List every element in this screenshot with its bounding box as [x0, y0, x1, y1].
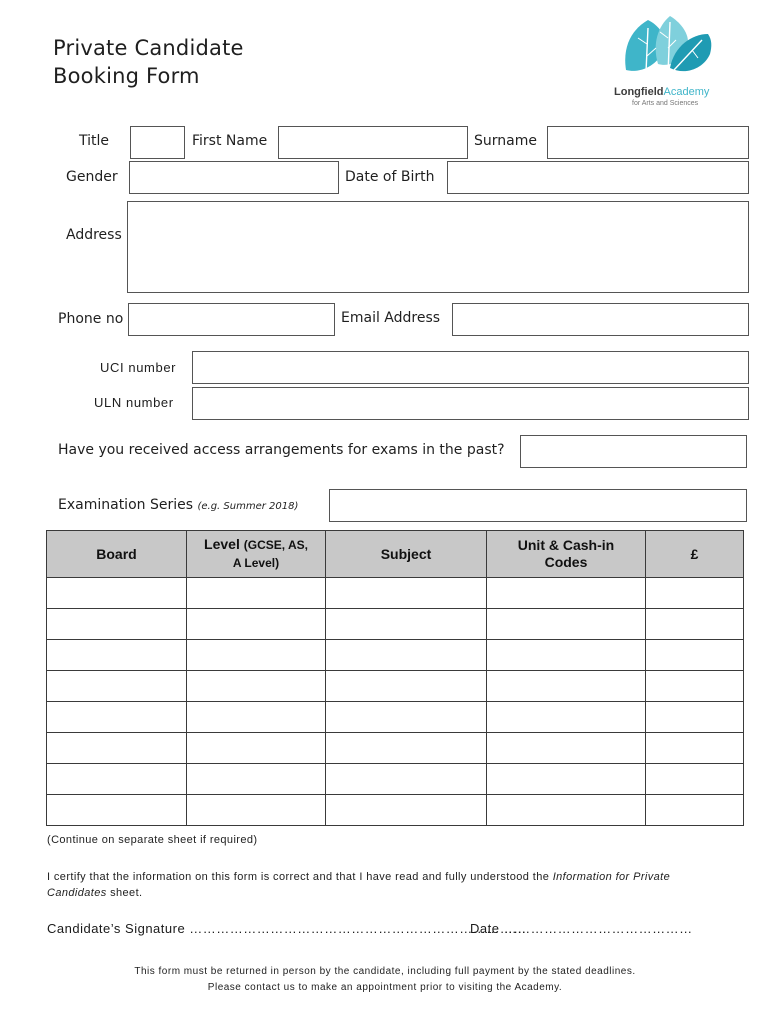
table-row — [47, 640, 744, 671]
col-unit-line-2: Codes — [544, 554, 588, 570]
certify-text-after: sheet. — [106, 887, 143, 899]
address-field[interactable] — [127, 201, 749, 293]
cell-subject[interactable] — [326, 578, 487, 609]
dob-label: Date of Birth — [345, 169, 435, 185]
cell-unit-codes[interactable] — [487, 578, 646, 609]
phone-field[interactable] — [128, 303, 335, 336]
table-header-row — [47, 531, 744, 578]
cell-subject[interactable] — [326, 671, 487, 702]
title-label: Title — [79, 133, 110, 149]
title-field[interactable] — [130, 126, 185, 159]
col-level-title: Level — [204, 536, 240, 552]
cell-board[interactable] — [47, 764, 187, 795]
col-unit-codes — [487, 531, 646, 578]
certify-text-before: I certify that the information on this form is correct and that I have read and fully understood the — [47, 871, 553, 883]
cell-subject[interactable] — [326, 795, 487, 826]
phone-label: Phone no — [58, 311, 124, 327]
table-row — [47, 764, 744, 795]
logo-name-accent: Academy — [663, 86, 710, 98]
table-row — [47, 795, 744, 826]
date-of-birth-field[interactable] — [447, 161, 749, 194]
continue-note: (Continue on separate sheet if required) — [47, 834, 258, 846]
cell-subject[interactable] — [326, 702, 487, 733]
signature-line[interactable]: Candidate’s Signature ………………………………………………………………… — [47, 921, 527, 936]
logo-subtitle: for Arts and Sciences — [632, 100, 699, 107]
exam-series-label — [58, 497, 298, 513]
col-unit-line-1: Unit & Cash-in — [517, 537, 615, 553]
cell-board[interactable] — [47, 671, 187, 702]
leaf-logo-icon — [612, 14, 730, 90]
table-row — [47, 609, 744, 640]
col-board: Board — [47, 531, 187, 578]
table-row — [47, 733, 744, 764]
page-title — [53, 34, 244, 90]
academy-logo — [612, 14, 730, 110]
uci-number-field[interactable] — [192, 351, 749, 384]
title-line-2: Booking Form — [53, 64, 200, 88]
cell-board[interactable] — [47, 640, 187, 671]
email-field[interactable] — [452, 303, 749, 336]
access-arrangements-question: Have you received access arrangements for exams in the past? — [58, 442, 505, 458]
cell-subject[interactable] — [326, 733, 487, 764]
cell-level[interactable] — [187, 609, 326, 640]
cell-price[interactable] — [646, 609, 744, 640]
cell-price[interactable] — [646, 733, 744, 764]
cell-board[interactable] — [47, 733, 187, 764]
cell-unit-codes[interactable] — [487, 764, 646, 795]
col-subject: Subject — [326, 531, 487, 578]
gender-label: Gender — [66, 169, 118, 185]
cell-price[interactable] — [646, 764, 744, 795]
cell-price[interactable] — [646, 702, 744, 733]
exam-series-field[interactable] — [329, 489, 747, 522]
surname-label: Surname — [474, 133, 537, 149]
certify-doc-name-2: Candidates — [47, 887, 107, 899]
cell-board[interactable] — [47, 609, 187, 640]
cell-level[interactable] — [187, 795, 326, 826]
cell-unit-codes[interactable] — [487, 609, 646, 640]
cell-board[interactable] — [47, 795, 187, 826]
footer-line-1: This form must be returned in person by the candidate, including full payment by the stated deadlines. — [134, 966, 636, 977]
cell-price[interactable] — [646, 671, 744, 702]
first-name-label: First Name — [192, 133, 268, 149]
first-name-field[interactable] — [278, 126, 468, 159]
email-label: Email Address — [341, 310, 441, 326]
cell-level[interactable] — [187, 671, 326, 702]
table-row — [47, 671, 744, 702]
address-label: Address — [66, 227, 122, 243]
cell-subject[interactable] — [326, 609, 487, 640]
logo-wordmark — [614, 86, 709, 98]
logo-name-bold: Longfield — [614, 86, 664, 98]
uln-number-field[interactable] — [192, 387, 749, 420]
cell-board[interactable] — [47, 702, 187, 733]
cell-subject[interactable] — [326, 764, 487, 795]
certification-statement — [47, 869, 697, 901]
cell-unit-codes[interactable] — [487, 702, 646, 733]
cell-level[interactable] — [187, 640, 326, 671]
cell-board[interactable] — [47, 578, 187, 609]
table-row — [47, 578, 744, 609]
cell-level[interactable] — [187, 702, 326, 733]
entries-table — [46, 530, 744, 826]
cell-level[interactable] — [187, 733, 326, 764]
cell-unit-codes[interactable] — [487, 795, 646, 826]
col-level — [187, 531, 326, 578]
cell-unit-codes[interactable] — [487, 640, 646, 671]
footer-line-2: Please contact us to make an appointment prior to visiting the Academy. — [207, 982, 563, 993]
surname-field[interactable] — [547, 126, 749, 159]
access-arrangements-field[interactable] — [520, 435, 747, 468]
cell-price[interactable] — [646, 640, 744, 671]
col-level-detail: (GCSE, AS, — [243, 538, 308, 552]
uln-label: ULN number — [94, 395, 174, 410]
cell-unit-codes[interactable] — [487, 733, 646, 764]
cell-price[interactable] — [646, 795, 744, 826]
exam-series-hint: (e.g. Summer 2018) — [197, 501, 299, 512]
cell-price[interactable] — [646, 578, 744, 609]
certify-doc-name-1: Information for Private — [552, 871, 671, 883]
title-line-1: Private Candidate — [53, 36, 244, 60]
exam-series-text: Examination Series — [58, 497, 194, 513]
cell-subject[interactable] — [326, 640, 487, 671]
table-row — [47, 702, 744, 733]
cell-level[interactable] — [187, 764, 326, 795]
uci-label: UCI number — [100, 360, 177, 375]
col-level-detail-2: A Level) — [232, 556, 280, 570]
cell-level[interactable] — [187, 578, 326, 609]
entries-body — [47, 578, 744, 826]
col-price: £ — [646, 531, 744, 578]
cell-unit-codes[interactable] — [487, 671, 646, 702]
date-line[interactable]: Date …………………………………… — [470, 921, 693, 936]
gender-field[interactable] — [129, 161, 339, 194]
